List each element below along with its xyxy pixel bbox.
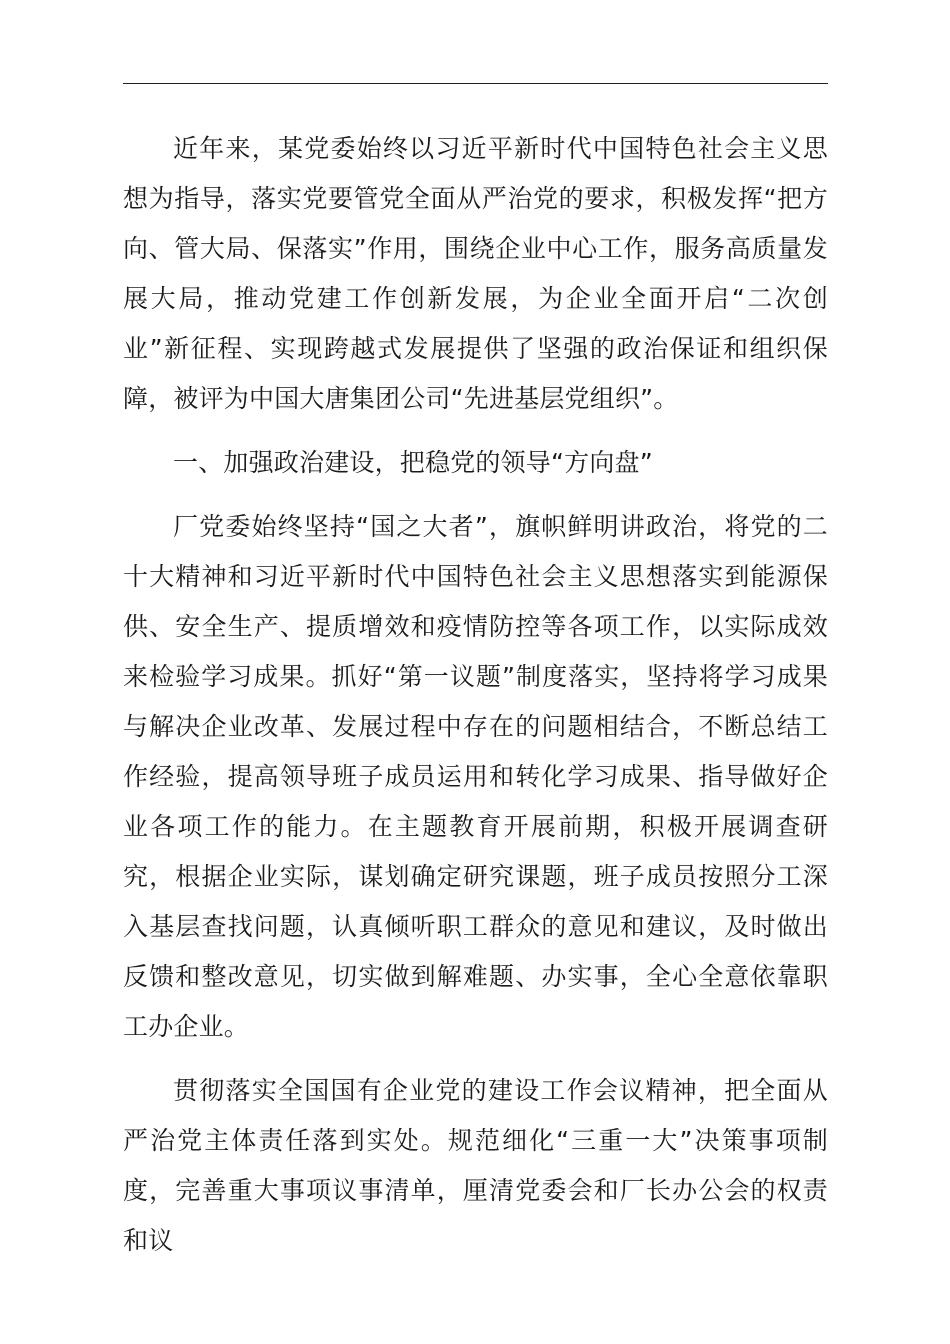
header-rule — [123, 83, 828, 84]
paragraph-intro: 近年来，某党委始终以习近平新时代中国特色社会主义思想为指导，落实党要管党全面从严治党的要求，积极发挥“把方向、管大局、保落实”作用，围绕企业中心工作，服务高质量发展大局，推动党建工作创新发展，为企业全面开启“二次创业”新征程、实现跨越式发展提供了坚强的政治保证和组织保障，被评为中国大唐集团公司“先进基层党组织”。 — [123, 134, 828, 413]
section-heading-1: 一、加强政治建设，把稳党的领导“方向盘” — [173, 448, 653, 477]
paragraph-party-governance: 贯彻落实全国国有企业党的建设工作会议精神，把全面从严治党主体责任落到实处。规范细化“三重一大”决策事项制度，完善重大事项议事清单，厘清党委会和厂长办公会的权责和议 — [123, 1076, 828, 1255]
document-body — [123, 124, 828, 1266]
paragraph-political-building: 厂党委始终坚持“国之大者”，旗帜鲜明讲政治，将党的二十大精神和习近平新时代中国特色社会主义思想落实到能源保供、安全生产、提质增效和疫情防控等各项工作，以实际成效来检验学习成果。抓好“第一议题”制度落实，坚持将学习成果与解决企业改革、发展过程中存在的问题相结合，不断总结工作经验，提高领导班子成员运用和转化学习成果、指导做好企业各项工作的能力。在主题教育开展前期，积极开展调查研究，根据企业实际，谋划确定研究课题，班子成员按照分工深入基层查找问题，认真倾听职工群众的意见和建议，及时做出反馈和整改意见，切实做到解难题、办实事，全心全意依靠职工办企业。 — [123, 512, 828, 1041]
